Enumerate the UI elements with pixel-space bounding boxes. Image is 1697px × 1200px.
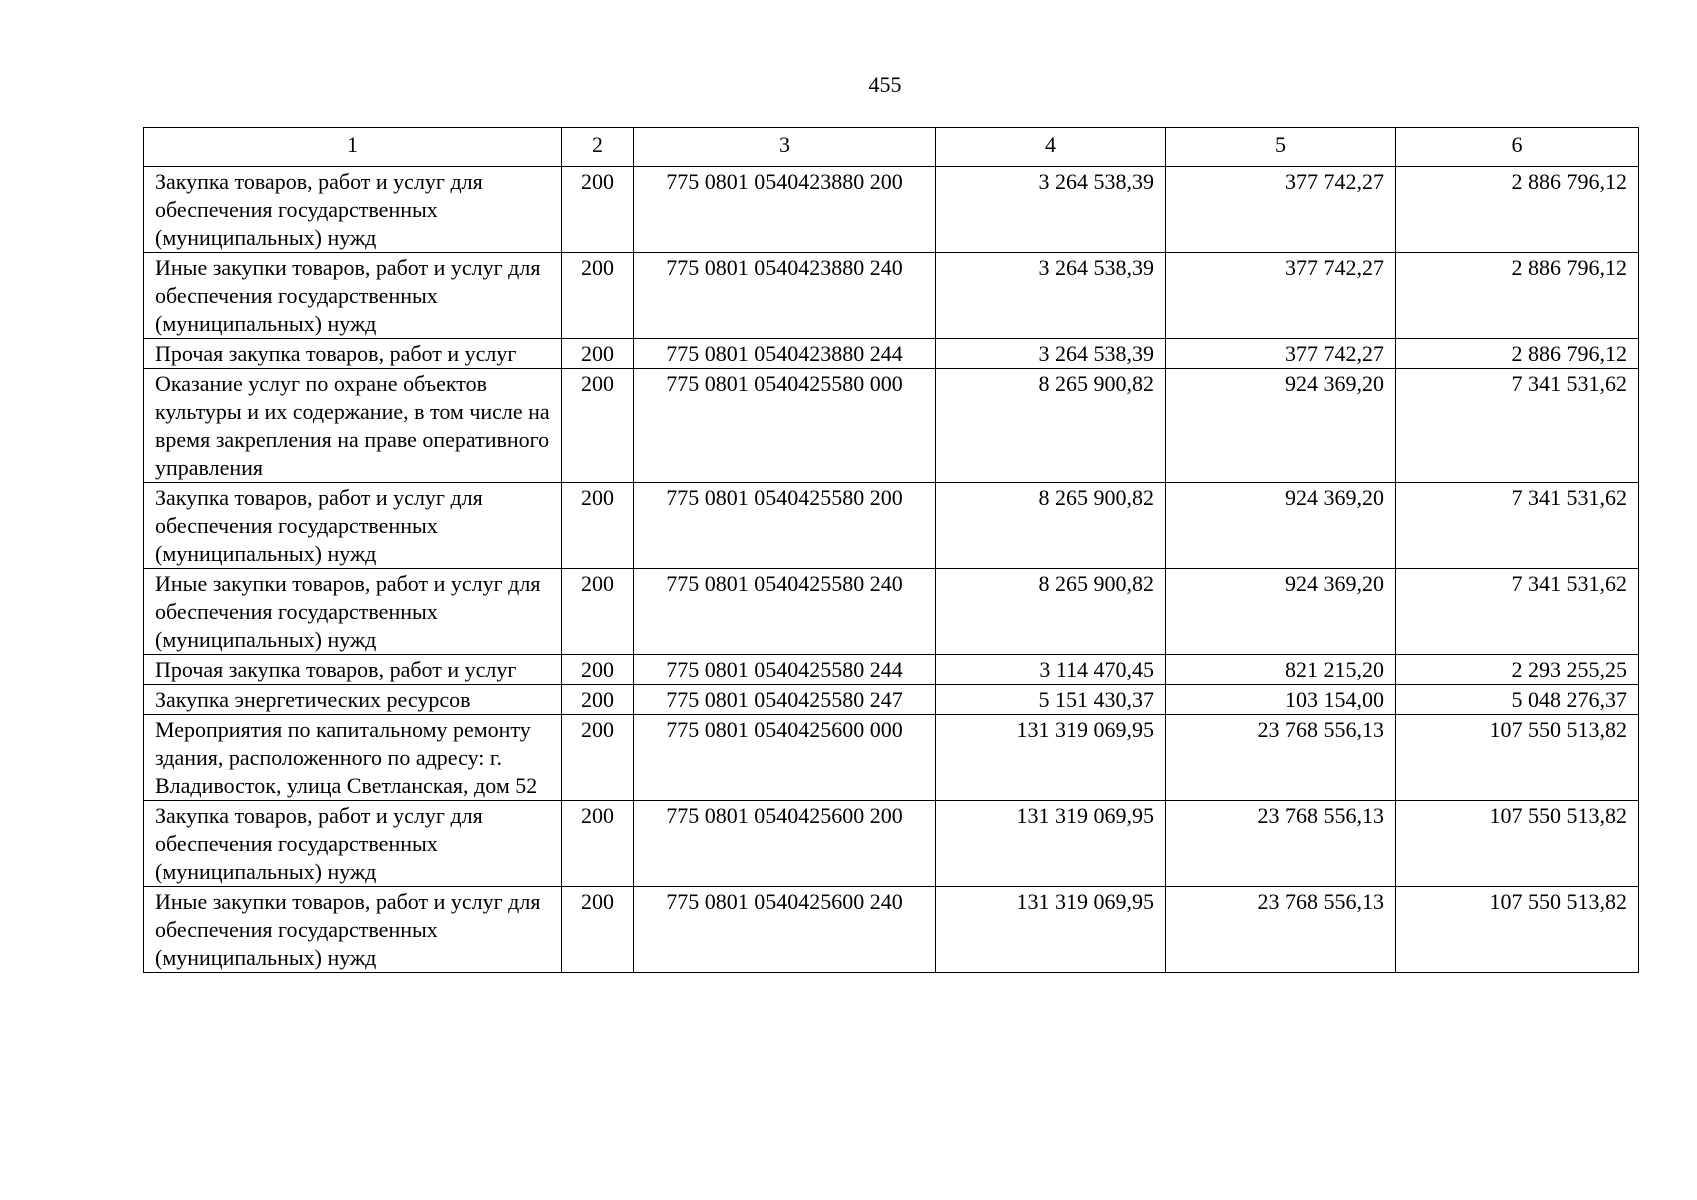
row-column-4-cell: 131 319 069,95	[936, 887, 1166, 973]
row-column-4-cell: 131 319 069,95	[936, 715, 1166, 801]
row-column-4-cell: 3 264 538,39	[936, 167, 1166, 253]
row-kbk-cell: 775 0801 0540425580 244	[634, 655, 936, 685]
column-header-5: 5	[1166, 128, 1396, 167]
header-row	[144, 128, 1639, 167]
table-row	[144, 887, 1639, 973]
table-row	[144, 715, 1639, 801]
row-column-4-cell: 8 265 900,82	[936, 569, 1166, 655]
table-body	[144, 167, 1639, 973]
row-kbk-cell: 775 0801 0540425600 240	[634, 887, 936, 973]
page-number: 455	[868, 72, 902, 97]
row-column-4-cell: 8 265 900,82	[936, 369, 1166, 483]
table-row	[144, 339, 1639, 369]
row-column-6-cell: 2 886 796,12	[1396, 339, 1639, 369]
column-header-3: 3	[634, 128, 936, 167]
row-code-cell: 200	[562, 369, 634, 483]
row-name-cell: Иные закупки товаров, работ и услуг для обеспечения государственных (муниципальных) нужд	[144, 253, 562, 339]
row-kbk-cell: 775 0801 0540425580 247	[634, 685, 936, 715]
row-column-6-cell: 107 550 513,82	[1396, 715, 1639, 801]
row-column-5-cell: 377 742,27	[1166, 339, 1396, 369]
row-column-4-cell: 3 114 470,45	[936, 655, 1166, 685]
table-header	[144, 128, 1639, 167]
row-code-cell: 200	[562, 483, 634, 569]
row-kbk-cell: 775 0801 0540425580 000	[634, 369, 936, 483]
row-name-cell: Мероприятия по капитальному ремонту здания, расположенного по адресу: г. Владивосток, улица Светланская, дом 52	[144, 715, 562, 801]
table-row	[144, 569, 1639, 655]
row-name-cell: Оказание услуг по охране объектов культуры и их содержание, в том числе на время закрепления на праве оперативного управления	[144, 369, 562, 483]
row-column-5-cell: 23 768 556,13	[1166, 887, 1396, 973]
row-column-6-cell: 5 048 276,37	[1396, 685, 1639, 715]
row-column-4-cell: 3 264 538,39	[936, 253, 1166, 339]
row-kbk-cell: 775 0801 0540425580 200	[634, 483, 936, 569]
row-kbk-cell: 775 0801 0540425600 000	[634, 715, 936, 801]
row-column-5-cell: 23 768 556,13	[1166, 715, 1396, 801]
row-column-4-cell: 5 151 430,37	[936, 685, 1166, 715]
row-column-6-cell: 7 341 531,62	[1396, 369, 1639, 483]
table-row	[144, 369, 1639, 483]
row-column-4-cell: 131 319 069,95	[936, 801, 1166, 887]
row-column-6-cell: 7 341 531,62	[1396, 483, 1639, 569]
row-code-cell: 200	[562, 887, 634, 973]
row-name-cell: Закупка товаров, работ и услуг для обеспечения государственных (муниципальных) нужд	[144, 801, 562, 887]
budget-table	[143, 127, 1639, 973]
row-code-cell: 200	[562, 253, 634, 339]
row-code-cell: 200	[562, 339, 634, 369]
row-column-5-cell: 924 369,20	[1166, 483, 1396, 569]
row-column-6-cell: 107 550 513,82	[1396, 801, 1639, 887]
table-row	[144, 685, 1639, 715]
table-row	[144, 801, 1639, 887]
row-name-cell: Закупка товаров, работ и услуг для обеспечения государственных (муниципальных) нужд	[144, 483, 562, 569]
row-kbk-cell: 775 0801 0540425600 200	[634, 801, 936, 887]
row-code-cell: 200	[562, 569, 634, 655]
row-column-5-cell: 103 154,00	[1166, 685, 1396, 715]
row-kbk-cell: 775 0801 0540425580 240	[634, 569, 936, 655]
row-column-5-cell: 23 768 556,13	[1166, 801, 1396, 887]
row-column-6-cell: 2 886 796,12	[1396, 253, 1639, 339]
row-column-6-cell: 107 550 513,82	[1396, 887, 1639, 973]
row-column-6-cell: 7 341 531,62	[1396, 569, 1639, 655]
row-code-cell: 200	[562, 801, 634, 887]
table-row	[144, 253, 1639, 339]
row-code-cell: 200	[562, 715, 634, 801]
table-row	[144, 483, 1639, 569]
row-name-cell: Закупка товаров, работ и услуг для обеспечения государственных (муниципальных) нужд	[144, 167, 562, 253]
row-kbk-cell: 775 0801 0540423880 200	[634, 167, 936, 253]
table-row	[144, 167, 1639, 253]
table-row	[144, 655, 1639, 685]
row-name-cell: Иные закупки товаров, работ и услуг для обеспечения государственных (муниципальных) нужд	[144, 887, 562, 973]
row-column-5-cell: 377 742,27	[1166, 167, 1396, 253]
row-column-6-cell: 2 886 796,12	[1396, 167, 1639, 253]
row-name-cell: Прочая закупка товаров, работ и услуг	[144, 339, 562, 369]
row-kbk-cell: 775 0801 0540423880 240	[634, 253, 936, 339]
row-name-cell: Прочая закупка товаров, работ и услуг	[144, 655, 562, 685]
row-code-cell: 200	[562, 655, 634, 685]
column-header-6: 6	[1396, 128, 1639, 167]
row-kbk-cell: 775 0801 0540423880 244	[634, 339, 936, 369]
row-column-5-cell: 924 369,20	[1166, 569, 1396, 655]
row-name-cell: Закупка энергетических ресурсов	[144, 685, 562, 715]
row-column-4-cell: 3 264 538,39	[936, 339, 1166, 369]
row-code-cell: 200	[562, 167, 634, 253]
row-name-cell: Иные закупки товаров, работ и услуг для обеспечения государственных (муниципальных) нужд	[144, 569, 562, 655]
row-column-6-cell: 2 293 255,25	[1396, 655, 1639, 685]
column-header-1: 1	[144, 128, 562, 167]
column-header-2: 2	[562, 128, 634, 167]
column-header-4: 4	[936, 128, 1166, 167]
row-column-4-cell: 8 265 900,82	[936, 483, 1166, 569]
row-column-5-cell: 924 369,20	[1166, 369, 1396, 483]
row-column-5-cell: 821 215,20	[1166, 655, 1396, 685]
row-code-cell: 200	[562, 685, 634, 715]
row-column-5-cell: 377 742,27	[1166, 253, 1396, 339]
